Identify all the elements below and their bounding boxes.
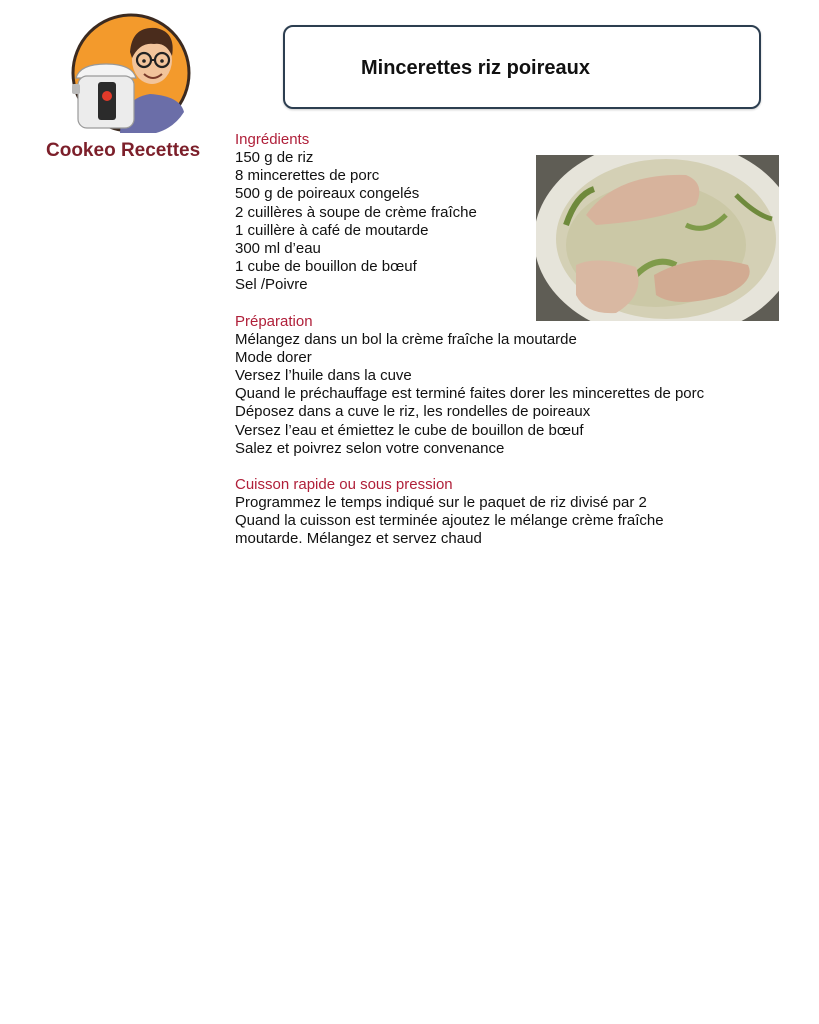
ingredients-heading: Ingrédients [235,131,310,148]
list-item: Salez et poivrez selon votre convenance [235,439,505,457]
list-item: 500 g de poireaux congelés [235,185,420,203]
list-item: Versez l’huile dans la cuve [235,367,412,385]
recipe-content [235,131,755,549]
list-item: Sel /Poivre [235,276,308,294]
brand-name: Cookeo Recettes [46,140,201,161]
list-item: Quand le préchauffage est terminé faites dorer les mincerettes de porc [235,385,705,403]
list-item: 300 ml d’eau [235,240,321,258]
list-item: moutarde. Mélangez et servez chaud [235,530,482,548]
list-item: 1 cuillère à café de moutarde [235,221,429,239]
list-item: 8 mincerettes de porc [235,167,380,185]
list-item: Programmez le temps indiqué sur le paquet de riz divisé par 2 [235,494,647,512]
list-item: 2 cuillères à soupe de crème fraîche [235,203,477,221]
preparation-list [235,331,755,458]
preparation-heading: Préparation [235,312,313,330]
list-item: Quand la cuisson est terminée ajoutez le mélange crème fraîche [235,512,664,530]
chef-avatar-icon [70,12,192,134]
ingredients-list [235,149,755,295]
list-item: Mélangez dans un bol la crème fraîche la moutarde [235,330,577,348]
list-item: 1 cube de bouillon de bœuf [235,258,417,276]
recipe-title: Mincerettes riz poireaux [361,57,590,79]
cooking-heading: Cuisson rapide ou sous pression [235,476,453,494]
list-item: 150 g de riz [235,149,314,166]
list-item: Mode dorer [235,348,312,366]
list-item: Versez l’eau et émiettez le cube de bouillon de bœuf [235,421,584,439]
cooking-list [235,494,755,549]
list-item: Déposez dans a cuve le riz, les rondelles de poireaux [235,403,591,421]
recipe-title-box [283,25,761,109]
